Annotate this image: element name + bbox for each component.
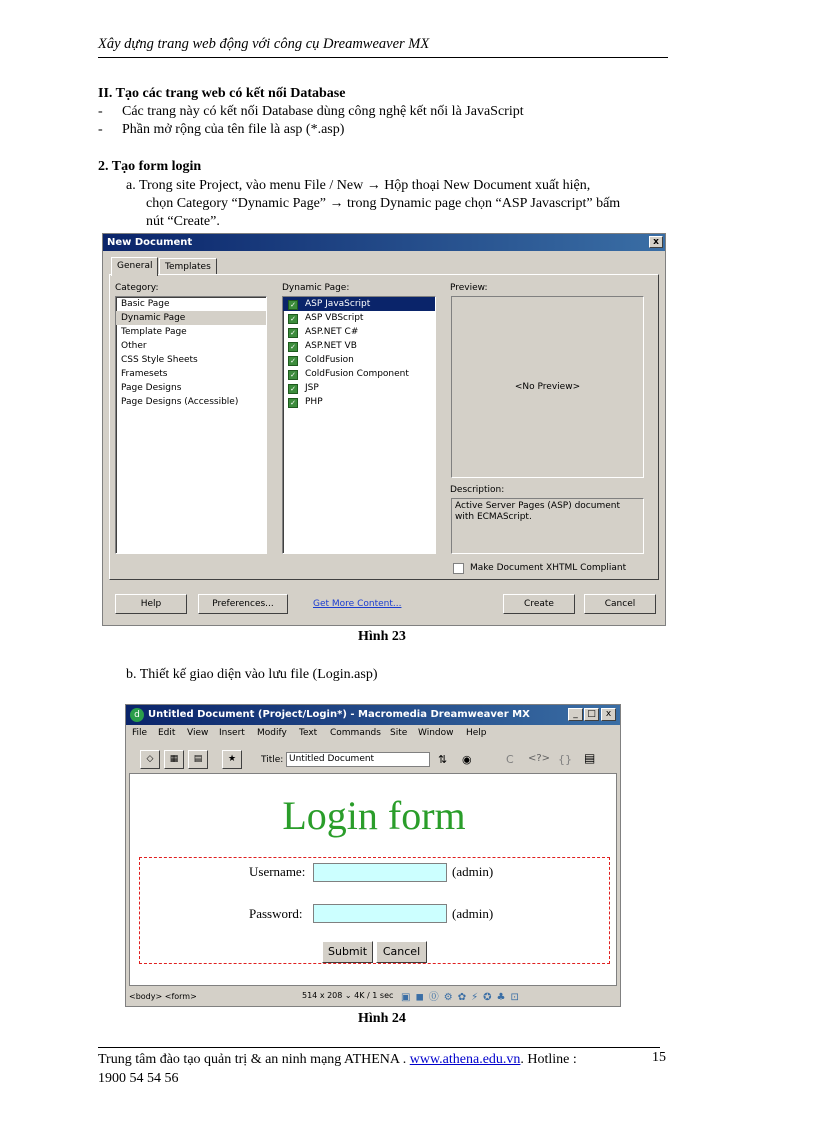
- close-icon[interactable]: x: [649, 236, 663, 248]
- list-item[interactable]: CSS Style Sheets: [121, 355, 198, 365]
- menu-commands[interactable]: Commands: [330, 728, 381, 738]
- document-icon: ✓: [288, 342, 298, 352]
- dialog-title: New Document: [107, 237, 193, 248]
- tab-templates[interactable]: Templates: [159, 258, 217, 275]
- toolbar-options-icon[interactable]: ▤: [584, 751, 596, 765]
- tag-selector[interactable]: <body> <form>: [129, 992, 197, 1001]
- menu-view[interactable]: View: [187, 728, 209, 738]
- login-form-heading: Login form: [282, 793, 466, 838]
- document-icon: ✓: [288, 370, 298, 380]
- refresh-icon[interactable]: C: [506, 753, 514, 766]
- section-heading: II. Tạo các trang web có kết nối Database: [98, 86, 346, 101]
- title-label: Title:: [261, 755, 284, 765]
- dynamic-page-list[interactable]: [282, 296, 436, 554]
- document-icon: ✓: [288, 314, 298, 324]
- xhtml-checkbox-label: Make Document XHTML Compliant: [470, 563, 627, 573]
- document-title-input[interactable]: Untitled Document: [286, 752, 430, 767]
- code-reference-icon[interactable]: <?>: [528, 753, 551, 764]
- step-a-line: chọn Category “Dynamic Page” → trong Dynamic page chọn “ASP Javascript” bấm: [146, 196, 621, 211]
- list-item[interactable]: ✓ ASP.NET C#: [283, 325, 435, 339]
- dialog-title-bar: [103, 234, 665, 251]
- username-input[interactable]: [313, 863, 447, 882]
- window-title: Untitled Document (Project/Login*) - Macromedia Dreamweaver MX: [148, 709, 530, 720]
- document-icon: ✓: [288, 356, 298, 366]
- password-label: Password:: [249, 906, 303, 921]
- username-label: Username:: [249, 864, 306, 879]
- preferences-button[interactable]: Preferences...: [198, 594, 288, 614]
- bullet-item: Các trang này có kết nối Database dùng công nghệ kết nối là JavaScript: [122, 104, 524, 119]
- figure-caption: Hình 23: [358, 629, 406, 644]
- list-item[interactable]: Other: [121, 341, 147, 351]
- page-header-title: Xây dựng trang web động với công cụ Dreamweaver MX: [98, 36, 430, 52]
- list-item[interactable]: Page Designs (Accessible): [121, 397, 239, 407]
- preview-label: Preview:: [450, 283, 488, 293]
- password-hint: (admin): [452, 906, 494, 921]
- dreamweaver-window: [125, 704, 621, 1007]
- bullet-item: Phần mở rộng của tên file là asp (*.asp): [122, 122, 345, 137]
- code-view-icon[interactable]: ◇: [140, 750, 160, 769]
- list-item[interactable]: ✓ JSP: [283, 381, 435, 395]
- dreamweaver-logo-icon: d: [130, 708, 144, 722]
- preview-browser-icon[interactable]: ◉: [462, 753, 472, 766]
- form-cancel-button[interactable]: Cancel: [376, 941, 427, 963]
- document-icon: ✓: [288, 398, 298, 408]
- menu-window[interactable]: Window: [418, 728, 454, 738]
- bullet-dash: -: [98, 104, 103, 119]
- list-item[interactable]: Page Designs: [121, 383, 182, 393]
- bullet-dash: -: [98, 122, 103, 137]
- new-document-dialog: [102, 233, 666, 626]
- menu-insert[interactable]: Insert: [219, 728, 245, 738]
- window-title-bar: [126, 705, 620, 725]
- figure-caption: Hình 24: [358, 1011, 406, 1026]
- menu-file[interactable]: File: [132, 728, 148, 738]
- page-number: 15: [652, 1050, 666, 1065]
- menu-edit[interactable]: Edit: [158, 728, 176, 738]
- description-label: Description:: [450, 485, 505, 495]
- create-button[interactable]: Create: [503, 594, 575, 614]
- list-item[interactable]: ✓ ColdFusion Component: [283, 367, 435, 381]
- view-options-icon[interactable]: {}: [558, 753, 572, 766]
- footer-divider: [98, 1047, 660, 1048]
- menu-modify[interactable]: Modify: [257, 728, 287, 738]
- tab-general[interactable]: General: [111, 257, 158, 276]
- category-label: Category:: [115, 283, 159, 293]
- list-item[interactable]: ✓ ASP.NET VB: [283, 339, 435, 353]
- window-size-readout[interactable]: 514 x 208 ⌄ 4K / 1 sec: [302, 991, 394, 1000]
- maximize-icon[interactable]: □: [584, 708, 599, 721]
- step-a-line: nút “Create”.: [146, 214, 220, 229]
- menu-help[interactable]: Help: [466, 728, 487, 738]
- design-view[interactable]: [129, 773, 617, 986]
- document-icon: ✓: [288, 328, 298, 338]
- menu-site[interactable]: Site: [390, 728, 408, 738]
- list-item[interactable]: Dynamic Page: [116, 311, 266, 325]
- document-icon: ✓: [288, 300, 298, 310]
- list-item[interactable]: ✓ ASP JavaScript: [283, 297, 435, 311]
- preview-pane: [451, 296, 644, 478]
- xhtml-checkbox[interactable]: [453, 563, 464, 574]
- list-item[interactable]: ✓ PHP: [283, 395, 435, 409]
- document-icon: ✓: [288, 384, 298, 394]
- footer-phone: 1900 54 54 56: [98, 1071, 179, 1086]
- category-list[interactable]: [115, 296, 267, 554]
- list-item[interactable]: Framesets: [121, 369, 168, 379]
- file-management-icon[interactable]: ⇅: [438, 753, 448, 766]
- login-form: [139, 857, 610, 964]
- subsection-heading: 2. Tạo form login: [98, 159, 202, 174]
- list-item[interactable]: ✓ ColdFusion: [283, 353, 435, 367]
- help-button[interactable]: Help: [115, 594, 187, 614]
- password-input[interactable]: [313, 904, 447, 923]
- step-b-text: b. Thiết kế giao diện vào lưu file (Login.asp): [126, 667, 378, 682]
- footer-line: [98, 1051, 577, 1069]
- launcher-icons[interactable]: ▣◼⓪⚙✿⚡✪♣⊡: [401, 992, 524, 1003]
- footer-text: Trung tâm đào tạo quản trị & an ninh mạng ATHENA .: [98, 1052, 410, 1067]
- submit-button[interactable]: Submit: [322, 941, 373, 963]
- close-icon[interactable]: x: [601, 708, 616, 721]
- step-a-line: a. Trong site Project, vào menu File / New → Hộp thoại New Document xuất hiện,: [126, 178, 591, 193]
- split-view-icon[interactable]: ▦: [164, 750, 184, 769]
- live-data-icon[interactable]: ★: [222, 750, 242, 769]
- description-box: Active Server Pages (ASP) document with ECMAScript.: [451, 498, 644, 554]
- list-item[interactable]: Template Page: [121, 327, 187, 337]
- website-link[interactable]: www.athena.edu.vn: [409, 1052, 521, 1067]
- preview-text: <No Preview>: [514, 382, 581, 392]
- cancel-button[interactable]: Cancel: [584, 594, 656, 614]
- header-divider: [98, 57, 668, 58]
- footer-hotline-label: . Hotline :: [520, 1052, 577, 1067]
- menu-text[interactable]: Text: [299, 728, 318, 738]
- design-view-icon[interactable]: ▤: [188, 750, 208, 769]
- list-item[interactable]: Basic Page: [121, 299, 170, 309]
- get-more-content-link[interactable]: Get More Content...: [313, 599, 402, 609]
- username-hint: (admin): [452, 864, 494, 879]
- list-item[interactable]: ✓ ASP VBScript: [283, 311, 435, 325]
- dynamic-page-label: Dynamic Page:: [282, 283, 350, 293]
- minimize-icon[interactable]: _: [568, 708, 583, 721]
